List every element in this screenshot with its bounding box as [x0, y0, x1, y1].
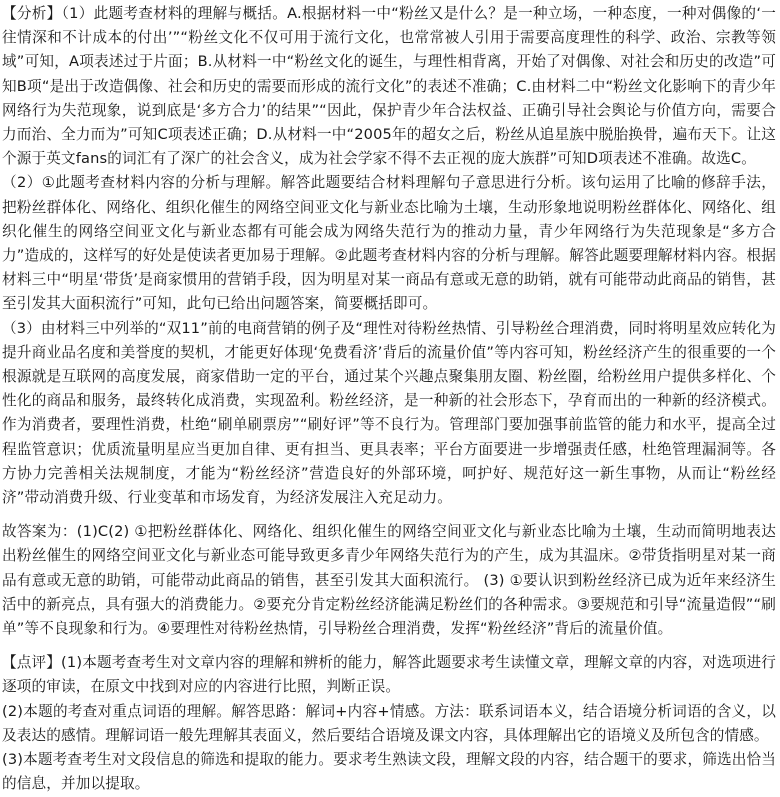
comment-part-3: (3)本题考查考生对文段信息的筛选和提取的能力。要求考生熟读文段，理解文段的内容，结合题干的要求，筛选出恰当的信息，并加以提取。 — [2, 751, 776, 793]
spacer — [2, 510, 776, 520]
analysis-part-3: （3）由材料三中列举的“双11”前的电商营销的例子及“理性对待粉丝热情、引导粉丝合理消费，同时将明星效应转化为提升商业品名度和美誉度的契机，才能更好体现‘免费看济’背后的流量价值”等内容可知，粉丝经济产生的很重要的一个根源就是互联网的高度发展，商家借助一定的平台，通过某个兴趣点聚集朋友圈、粉丝圈，给粉丝用户提供多样化、个性化的商品和服务，最终转化成消费，实现盈利。粉丝经济，是一种新的社会形态下，孕育而出的一种新的经济模式。作为消费者，要理性消费，杜绝“刷单刷票房”“刷好评”等不良行为。管理部门要加强事前监管的能力和水平，提高全过程监管意识；优质流量明星应当更加自律、更有担当、更具表率；平台方面要进一步增强责任感，杜绝管理漏洞等。各方协力完善相关法规制度，才能为“粉丝经济”营造良好的外部环境，呵护好、规范好这一新生事物，从而让“粉丝经济”带动消费升级、行业变革和市场发育，为经济发展注入充足动力。 — [2, 319, 776, 507]
answer-block: 故答案为：(1)C(2) ①把粉丝群体化、网络化、组织化催生的网络空间亚文化与新业态比喻为土壤，生动而简明地表达出粉丝催生的网络空间亚文化与新业态可能导致更多青少年网络失范行为的产生，成为其温床。②带货指明星对某一商品有意或无意的助销，可能带动此商品的销售，甚至引发其大面积流行。 (3) ①要认识到粉丝经济已成为近年来经济生活中的新亮点，具有强大的消费能力。②要充分肯定粉丝经济能满足粉丝们的各种需求。③要规范和引导“流量造假”“刷单”等不良现象和行为。④要理性对待粉丝热情，引导粉丝合理消费，发挥“粉丝经济”背后的流量价值。 — [2, 523, 776, 638]
analysis-part-1: 【分析】（1）此题考查材料的理解与概括。A.根据材料一中“粉丝又是什么？是一种立场，一种态度，一种对偶像的‘一往情深和不计成本的付出’”“粉丝文化不仅可用于流行文化，也常常被人引用于需要高度理性的科学、政治、宗教等领域”可知，A项表述过于片面；B.从材料一中“粉丝文化的诞生，与理性相背离，开始了对偶像、对社会和历史的改造”可知B项“是出于改造偶像、社会和历史的需要而形成的流行文化”的表述不准确；C.由材料二中“粉丝文化影响下的青少年网络行为失范现象，说到底是‘多方合力’的结果”“因此，保护青少年合法权益、正确引导社会舆论与价值方向，需要合力而治、全力而为”可知C项表述正确；D.从材料一中“2005年的超女之后，粉丝从追星族中脱胎换骨，遍布天下。让这个源于英文fans的词汇有了深广的社会含义，成为社会学家不得不去正视的庞大族群”可知D项表述不准确。故选C。 — [2, 5, 776, 168]
comment-part-1: 【点评】(1)本题考查考生对文章内容的理解和辨析的能力，解答此题要求考生读懂文章，理解文章的内容，对选项进行逐项的审读，在原文中找到对应的内容进行比照，判断正误。 — [2, 654, 776, 696]
spacer — [2, 641, 776, 651]
analysis-part-2: （2）①此题考查材料内容的分析与理解。解答此题要结合材料理解句子意思进行分析。该句运用了比喻的修辞手法，把粉丝群体化、网络化、组织化催生的网络空间亚文化与新业态比喻为土壤，生动形象地说明粉丝群体化、网络化、组织化催生的网络空间亚文化与新业态都有可能会成为网络失范行为的推动力量，青少年网络行为失范现象是“多方合力”造成的，这样写的好处是使读者更加易于理解。②此题考查材料内容的分析与理解。解答此题要理解材料内容。根据材料三中“明星‘带货’是商家惯用的营销手段，因为明星对某一商品有意或无意的助销，就有可能带动此商品的销售，甚至引发其大面积流行”可知，此句已给出问题答案，简要概括即可。 — [2, 174, 776, 313]
comment-part-2: (2)本题的考查对重点词语的理解。解答思路：解词+内容+情感。方法：联系词语本义，结合语境分析词语的含义，以及表达的感情。理解词语一般先理解其表面义，然后要结合语境及课文内容，具体理解出它的语境义及所包含的情感。 — [2, 702, 776, 744]
